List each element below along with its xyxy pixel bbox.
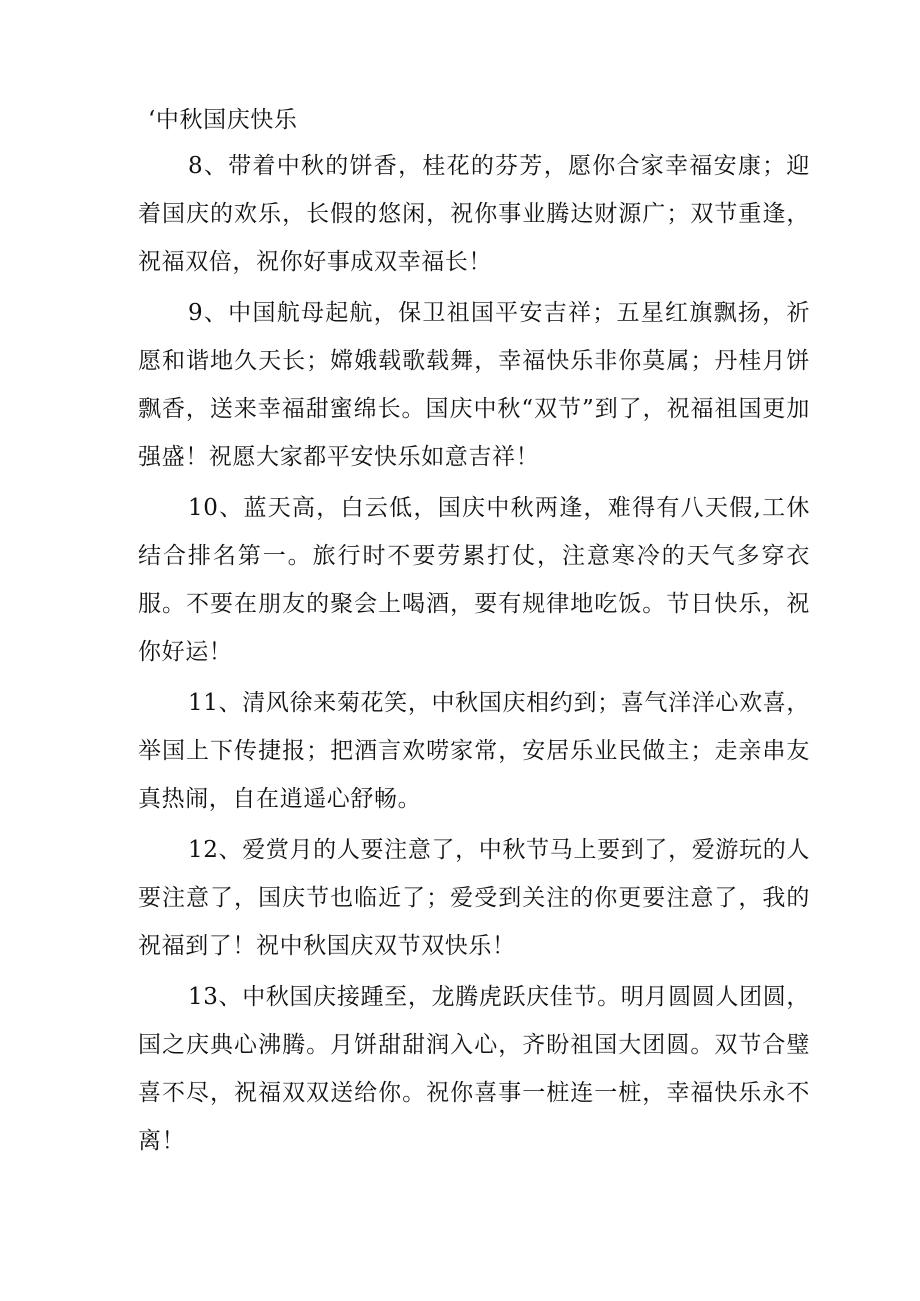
paragraph-11: 11、清风徐来菊花笑，中秋国庆相约到；喜气洋洋心欢喜，举国上下传捷报；把酒言欢唠家常，安居乐业民做主；走亲串友真热闹，自在逍遥心舒畅。 (138, 690, 810, 812)
paragraph-12: 12、爱赏月的人要注意了，中秋节马上要到了，爱游玩的人要注意了，国庆节也临近了；爱受到关注的你更要注意了，我的祝福到了！祝中秋国庆双节双快乐！ (138, 837, 810, 959)
document-heading: ‘中秋国庆快乐 (148, 107, 298, 133)
paragraph-13: 13、中秋国庆接踵至，龙腾虎跃庆佳节。明月圆圆人团圆，国之庆典心沸腾。月饼甜甜润入心，齐盼祖国大团圆。双节合璧喜不尽，祝福双双送给你。祝你喜事一桩连一桩，幸福快乐永不离！ (138, 984, 810, 1154)
paragraph-10: 10、蓝天高，白云低，国庆中秋两逢，难得有八天假,工休结合排名第一。旅行时不要劳累打仗，注意寒冷的天气多穿衣服。不要在朋友的聚会上喝酒，要有规律地吃饭。节日快乐，祝你好运！ (138, 495, 810, 665)
paragraph-8: 8、带着中秋的饼香，桂花的芬芳，愿你合家幸福安康；迎着国庆的欢乐，长假的悠闲，祝你事业腾达财源广；双节重逢，祝福双倍，祝你好事成双幸福长！ (138, 153, 810, 275)
paragraph-9: 9、中国航母起航，保卫祖国平安吉祥；五星红旗飘扬，祈愿和谐地久天长；嫦娥载歌载舞，幸福快乐非你莫属；丹桂月饼飘香，送来幸福甜蜜绵长。国庆中秋“双节”到了，祝福祖国更加强盛！祝愿大家都平安快乐如意吉祥！ (138, 300, 810, 470)
document-body (138, 96, 810, 1168)
